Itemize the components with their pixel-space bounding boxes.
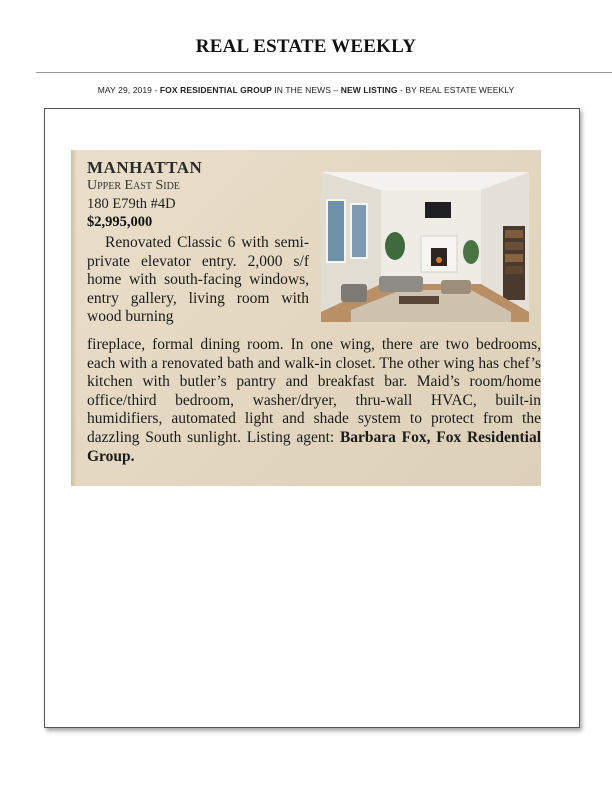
listing-agent: Barbara Fox, Fox Residential Group.: [87, 428, 541, 465]
byline-mid: IN THE NEWS –: [271, 85, 341, 95]
byline-date: MAY 29, 2019 -: [97, 85, 160, 95]
byline-end: - BY REAL ESTATE WEEKLY: [397, 85, 515, 95]
listing-description-text: fireplace, formal dining room. In one wing, there are two bedrooms, each with a renovated bath and walk-in closet. The other wing has chef’s kitchen with butler’s pantry and breakfast bar. Maid’s room/home office/third bedroom, washer/dryer, thru-wall HVAC, built-in humidifiers, automated light and shade system to protect from the dazzling South sunlight. Listing agent:: [87, 336, 541, 446]
page-title: REAL ESTATE WEEKLY: [195, 36, 417, 57]
listing-address: 180 E79th #4D: [87, 196, 176, 212]
byline-company: FOX RESIDENTIAL GROUP: [159, 85, 272, 95]
listing-neighborhood: Upper East Side: [87, 178, 180, 193]
newspaper-clipping: [71, 150, 541, 486]
listing-description-part2: [87, 336, 541, 466]
living-room-photo: [321, 172, 529, 322]
living-room-illustration: [321, 172, 529, 322]
listing-city: MANHATTAN: [87, 158, 203, 177]
byline-tag: NEW LISTING: [340, 85, 398, 95]
byline: [0, 85, 612, 95]
listing-price: $2,995,000: [87, 214, 153, 230]
title-divider: [36, 72, 612, 73]
listing-description-part1: Renovated Classic 6 with semi-private elevator entry. 2,000 s/f home with south-facing windows, entry gallery, living room with wood burning: [87, 234, 309, 326]
